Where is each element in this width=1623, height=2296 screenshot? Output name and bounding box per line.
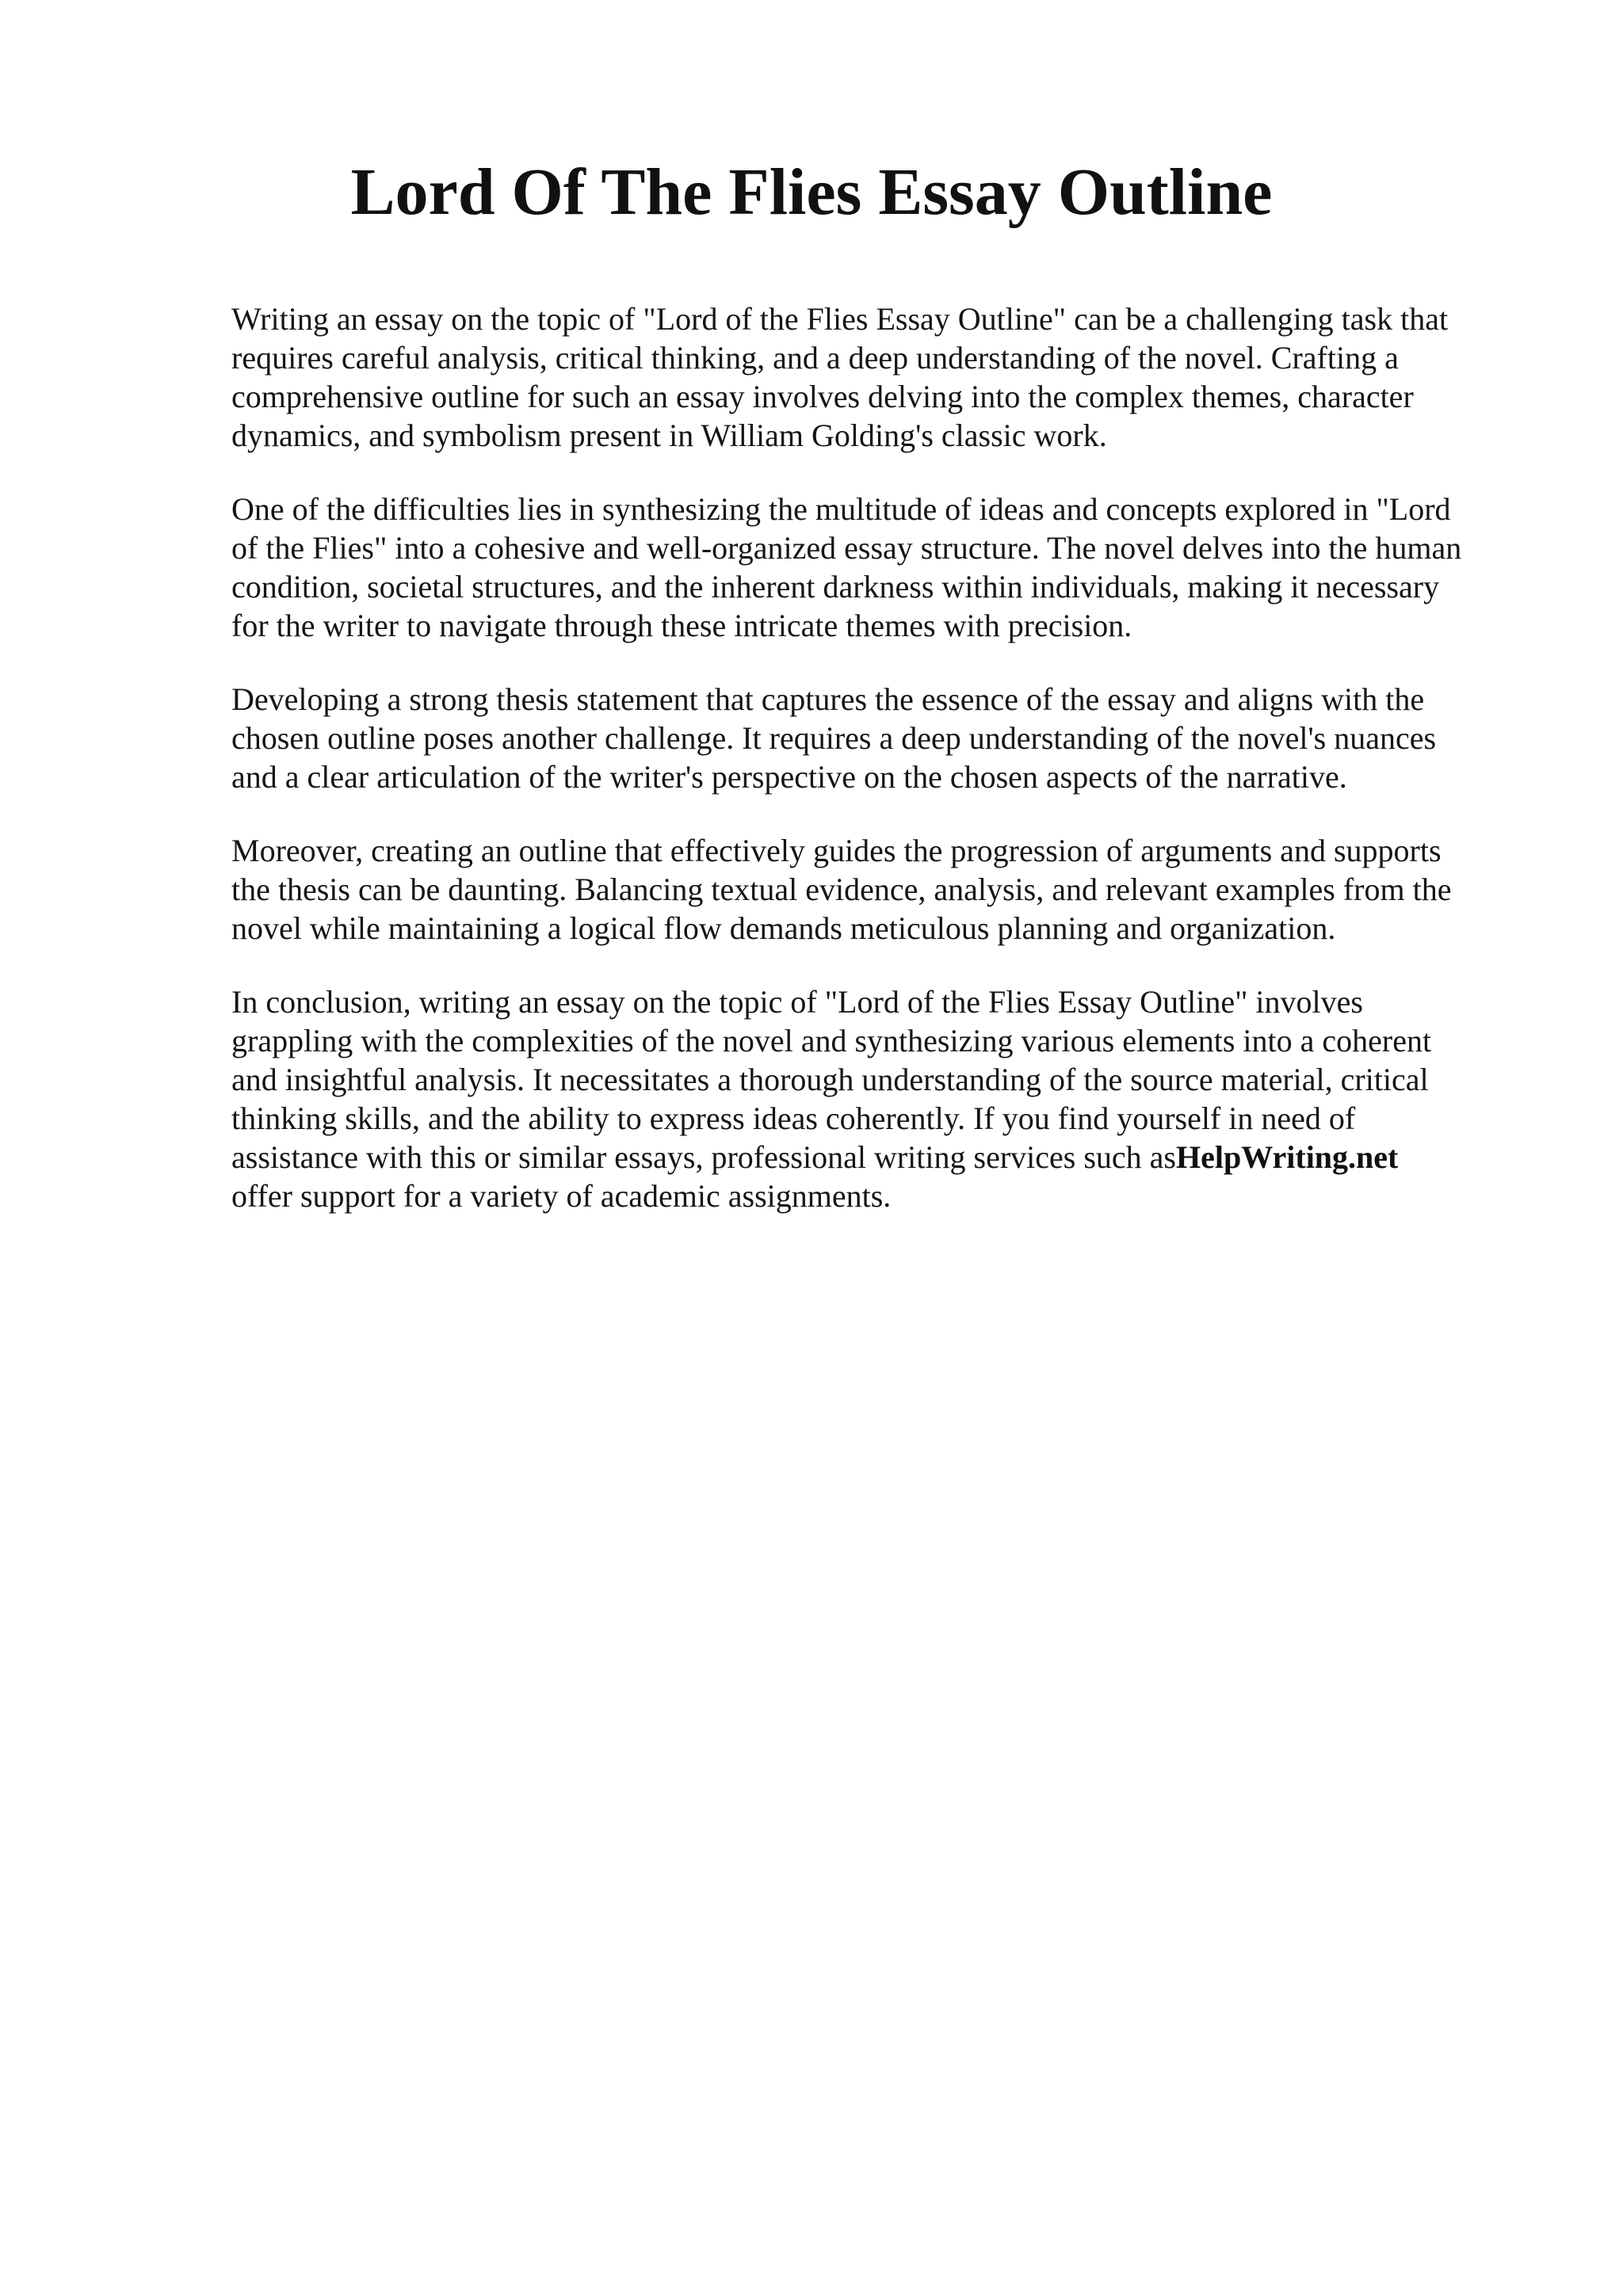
paragraph-3 bbox=[231, 680, 1515, 796]
paragraph-line: and a clear articulation of the writer's perspective on the chosen aspects of the narrative. bbox=[231, 759, 1347, 795]
paragraph-line: Writing an essay on the topic of "Lord of the Flies Essay Outline" can be a challenging task that bbox=[231, 301, 1449, 337]
paragraph-line: the thesis can be daunting. Balancing textual evidence, analysis, and relevant examples from the bbox=[231, 871, 1452, 907]
paragraph-line: Moreover, creating an outline that effectively guides the progression of arguments and supports bbox=[231, 833, 1442, 868]
paragraph-line: Developing a strong thesis statement that captures the essence of the essay and aligns with the bbox=[231, 681, 1425, 717]
paragraph-line: requires careful analysis, critical thinking, and a deep understanding of the novel. Crafting a bbox=[231, 340, 1399, 376]
paragraph-2 bbox=[231, 490, 1515, 645]
paragraph-line: novel while maintaining a logical flow demands meticulous planning and organization. bbox=[231, 910, 1336, 946]
paragraph-line: of the Flies" into a cohesive and well-organized essay structure. The novel delves into the human bbox=[231, 530, 1462, 566]
paragraph-line: and insightful analysis. It necessitates a thorough understanding of the source material, critical bbox=[231, 1062, 1429, 1097]
paragraph-line: One of the difficulties lies in synthesizing the multitude of ideas and concepts explored in "Lord bbox=[231, 491, 1451, 527]
paragraph-line: grappling with the complexities of the novel and synthesizing various elements into a coherent bbox=[231, 1023, 1432, 1058]
paragraph-line: dynamics, and symbolism present in William Golding's classic work. bbox=[231, 418, 1107, 453]
paragraph-line: In conclusion, writing an essay on the topic of "Lord of the Flies Essay Outline" involves bbox=[231, 984, 1363, 1020]
paragraph-1 bbox=[231, 299, 1515, 455]
paragraph-line: for the writer to navigate through these intricate themes with precision. bbox=[231, 608, 1132, 643]
paragraph-line: thinking skills, and the ability to express ideas coherently. If you find yourself in need of bbox=[231, 1100, 1356, 1136]
paragraph-line-prefix: assistance with this or similar essays, professional writing services such as bbox=[231, 1139, 1176, 1175]
paragraph-line: condition, societal structures, and the inherent darkness within individuals, making it necessary bbox=[231, 569, 1440, 605]
brand-name: HelpWriting.net bbox=[1176, 1139, 1399, 1175]
paragraph-5 bbox=[231, 982, 1515, 1215]
paragraph-final-line: offer support for a variety of academic assignments. bbox=[231, 1178, 892, 1214]
paragraph-4 bbox=[231, 831, 1515, 948]
paragraph-line: chosen outline poses another challenge. It requires a deep understanding of the novel's nuances bbox=[231, 720, 1437, 756]
document-body bbox=[231, 299, 1515, 1250]
paragraph-line: comprehensive outline for such an essay involves delving into the complex themes, character bbox=[231, 379, 1414, 414]
paragraph-line-with-brand bbox=[231, 1138, 1515, 1177]
document-title: Lord Of The Flies Essay Outline bbox=[350, 155, 1273, 229]
